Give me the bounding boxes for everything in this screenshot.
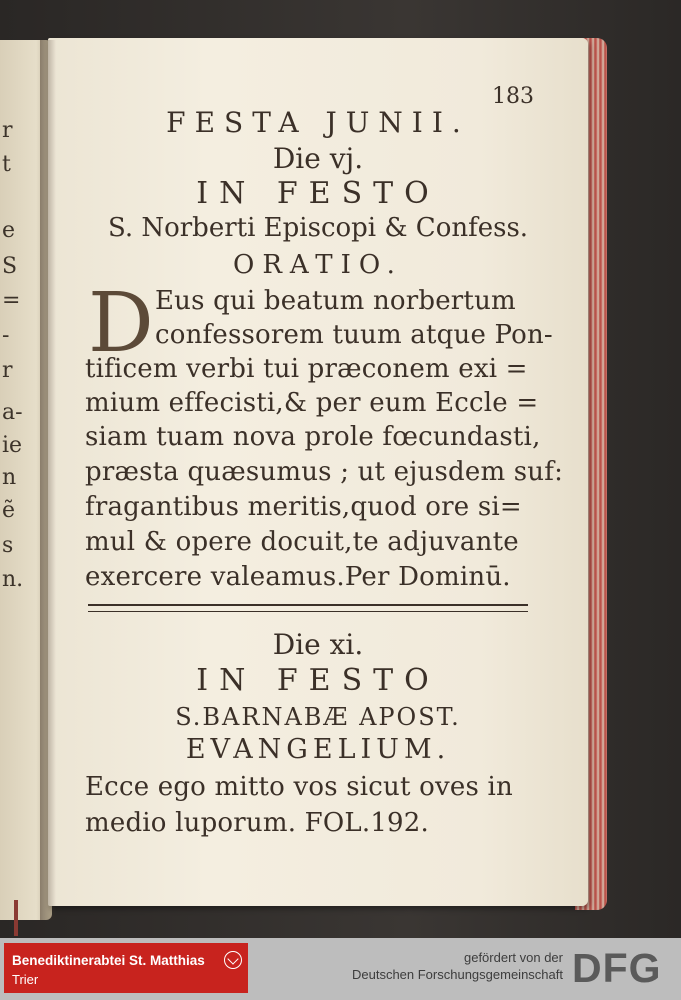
evangelium-line: Ecce ego mitto vos sicut oves in	[85, 772, 513, 802]
left-page-fragment: r	[2, 358, 13, 383]
saint-name-1: S. Norberti Episcopi & Confess.	[107, 213, 529, 243]
oratio-line: tificem verbi tui præconem exi =	[85, 354, 528, 384]
funding-line-1: gefördert von der	[463, 950, 563, 965]
left-page-fragment: ẽ	[2, 498, 16, 523]
day-label-2: Die xi.	[272, 628, 364, 661]
evangelium-heading: EVANGELIUM.	[185, 734, 451, 765]
day-label-1: Die vj.	[272, 142, 364, 175]
oratio-line: præsta quæsumus ; ut ejusdem suf:	[85, 457, 564, 487]
funding-line-2: Deutschen Forschungsgemeinschaft	[351, 967, 563, 982]
oratio-heading: ORATIO.	[233, 250, 403, 280]
left-page-fragment: e	[2, 218, 16, 243]
library-badge[interactable]	[4, 943, 248, 993]
bookmark-ribbon	[14, 900, 18, 936]
left-page-fragment: -	[2, 323, 10, 348]
library-name: Benediktinerabtei St. Matthias	[12, 953, 205, 968]
oratio-line: siam tuam nova prole fœcundasti,	[85, 422, 541, 452]
oratio-line: confessorem tuum atque Pon-	[155, 320, 553, 350]
left-page-fragment: n	[2, 465, 17, 490]
feast-heading-2: IN FESTO	[196, 663, 440, 698]
dfg-logo[interactable]: DFG	[572, 945, 662, 991]
library-city: Trier	[12, 972, 39, 987]
running-heading: FESTA JUNII.	[166, 106, 470, 139]
library-logo-icon	[224, 951, 242, 969]
footer-bar	[0, 938, 681, 1000]
left-page-fragment: t	[2, 152, 11, 177]
left-page-fragment: n.	[2, 567, 24, 592]
oratio-line: mul & opere docuit,te adjuvante	[85, 527, 519, 557]
saint-name-2: S.BARNABÆ APOST.	[175, 703, 461, 731]
left-page-fragment: =	[2, 288, 21, 313]
oratio-line: exercere valeamus.Per Dominū.	[85, 562, 511, 592]
left-page-fragment: S	[2, 254, 18, 279]
feast-heading-1: IN FESTO	[196, 176, 440, 211]
left-page-fragment: s	[2, 533, 14, 558]
oratio-line: fragantibus meritis,quod ore si=	[85, 492, 522, 522]
page-number: 183	[492, 84, 534, 109]
section-rule	[88, 604, 528, 606]
drop-cap: D	[88, 276, 154, 371]
left-page-fragment: r	[2, 118, 13, 143]
left-page-fragment: ie	[2, 433, 23, 458]
oratio-line: mium effecisti,& per eum Eccle =	[85, 388, 539, 418]
evangelium-line: medio luporum. FOL.192.	[85, 808, 430, 838]
section-rule-thin	[88, 611, 528, 612]
left-page-fragment: a-	[2, 400, 23, 425]
oratio-line: Eus qui beatum norbertum	[155, 286, 516, 316]
